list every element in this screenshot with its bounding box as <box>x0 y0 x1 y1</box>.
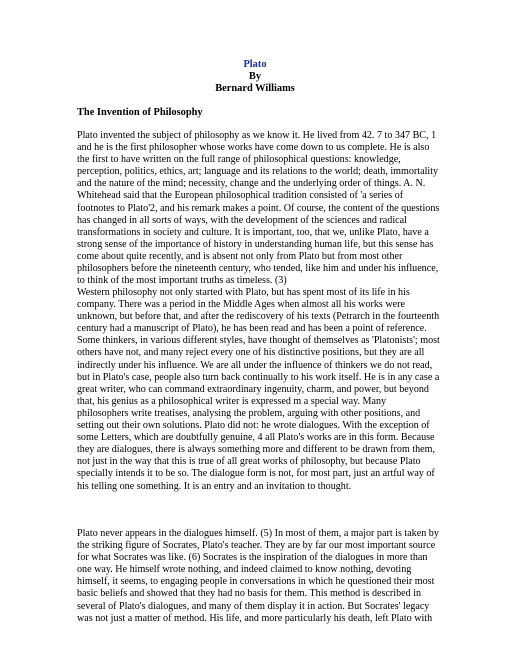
text-line: and he is the first philosopher whose works have come down to us complete. He is also <box>77 142 430 154</box>
text-line: his telling one something. It is an entry and an invitation to thought. <box>77 480 352 492</box>
text-line: setting out their own solutions. Plato did not: he wrote dialogues. With the exception of <box>77 420 430 432</box>
text-line: come about quite recently, and is absent not only from Plato but from most other <box>77 250 403 262</box>
text-line: has changed in all sorts of ways, with the development of the sciences and radical <box>77 214 407 226</box>
text-line: century had a manuscript of Plato), he has been read and has been a point of reference. <box>77 323 427 335</box>
text-line: but in Plato's case, people also turn back continually to his work itself. He is in any case a <box>77 371 440 383</box>
text-line: they are dialogues, there is always something more and different to be drawn from them, <box>77 444 436 456</box>
text-line: not just in the way that this is true of all great works of philosophy, but because Plato <box>77 456 421 468</box>
text-line: one way. He himself wrote nothing, and indeed claimed to know nothing, devoting <box>77 564 412 576</box>
section-heading: The Invention of Philosophy <box>77 107 203 118</box>
text-line: perception, politics, ethics, art; language and its relations to the world; death, immortality <box>77 166 439 178</box>
text-line: Western philosophy not only started with Plato, but has spent most of its life in his <box>77 287 410 298</box>
text-line: the first to have written on the full range of philosophical questions: knowledge, <box>77 154 401 166</box>
byline-by: By <box>248 71 262 82</box>
paragraph-2 <box>77 287 457 493</box>
paragraph-3 <box>77 528 457 625</box>
title-block <box>0 59 510 95</box>
text-line: the striking figure of Socrates, Plato's teacher. They are by far our most important source <box>77 540 436 552</box>
text-line: footnotes to Plato'2, and his remark makes a point. Of course, the content of the questions <box>77 202 440 214</box>
text-line: himself, it seems, to engaging people in conversations in which he questioned their most <box>77 576 435 588</box>
text-line: for what Socrates was like. (6) Socrates is the inspiration of the dialogues in more than <box>77 552 428 564</box>
document-title: Plato <box>243 59 267 70</box>
text-line: several of Plato's dialogues, and many of them display it in action. But Socrates' legacy <box>77 600 430 612</box>
text-line: Plato never appears in the dialogues himself. (5) In most of them, a major part is taken by <box>77 528 439 539</box>
text-line: Plato invented the subject of philosophy as we know it. He lived from 42. 7 to 347 BC, 1 <box>77 130 437 141</box>
text-line: strong sense of the importance of history in understanding human life, but this sense has <box>77 238 434 250</box>
text-line: philosophers before the nineteenth century, who tended, like him and under his influence, <box>77 263 439 275</box>
text-line: some Letters, which are doubtfully genuine, 4 all Plato's works are in this form. Because <box>77 432 435 444</box>
text-line: indirectly under his influence. We are all under the influence of thinkers we do not read, <box>77 359 433 371</box>
text-line: others have not, and many reject every one of his distinctive positions, but they are all <box>77 347 425 359</box>
text-line: basic beliefs and showed that they had no basis for them. This method is described in <box>77 588 422 600</box>
text-line: to think of the most important truths as timeless. (3) <box>77 275 287 287</box>
text-line: Whitehead said that the European philosophical tradition consisted of 'a series of <box>77 190 404 202</box>
text-line: was not just a matter of method. His life, and more particularly his death, left Plato with <box>77 612 433 624</box>
text-line: unknown, but before that, and after the rediscovery of his texts (Petrarch in the fourteenth <box>77 311 440 323</box>
text-line: transformations in society and culture. It is important, too, that we, unlike Plato, have a <box>77 226 429 238</box>
text-line: and the nature of the mind; necessity, change and the underlying order of things. A. N. <box>77 178 426 190</box>
text-line: great writer, who can command extraordinary ingenuity, charm, and power, but beyond <box>77 383 429 395</box>
text-line: that, his genius as a philosophical writer is expressed m a special way. Many <box>77 395 387 407</box>
text-line: specially intends it to be so. The dialogue form is not, for most part, just an artful way of <box>77 468 435 480</box>
text-line: Some thinkers, in various different styles, have thought of themselves as 'Platonists'; most <box>77 335 440 347</box>
author-name: Bernard Williams <box>215 83 295 94</box>
paragraph-1 <box>77 130 457 287</box>
text-line: philosophers write treatises, analysing the problem, arguing with other positions, and <box>77 407 421 419</box>
text-line: company. There was a period in the Middle Ages when almost all his works were <box>77 299 405 311</box>
